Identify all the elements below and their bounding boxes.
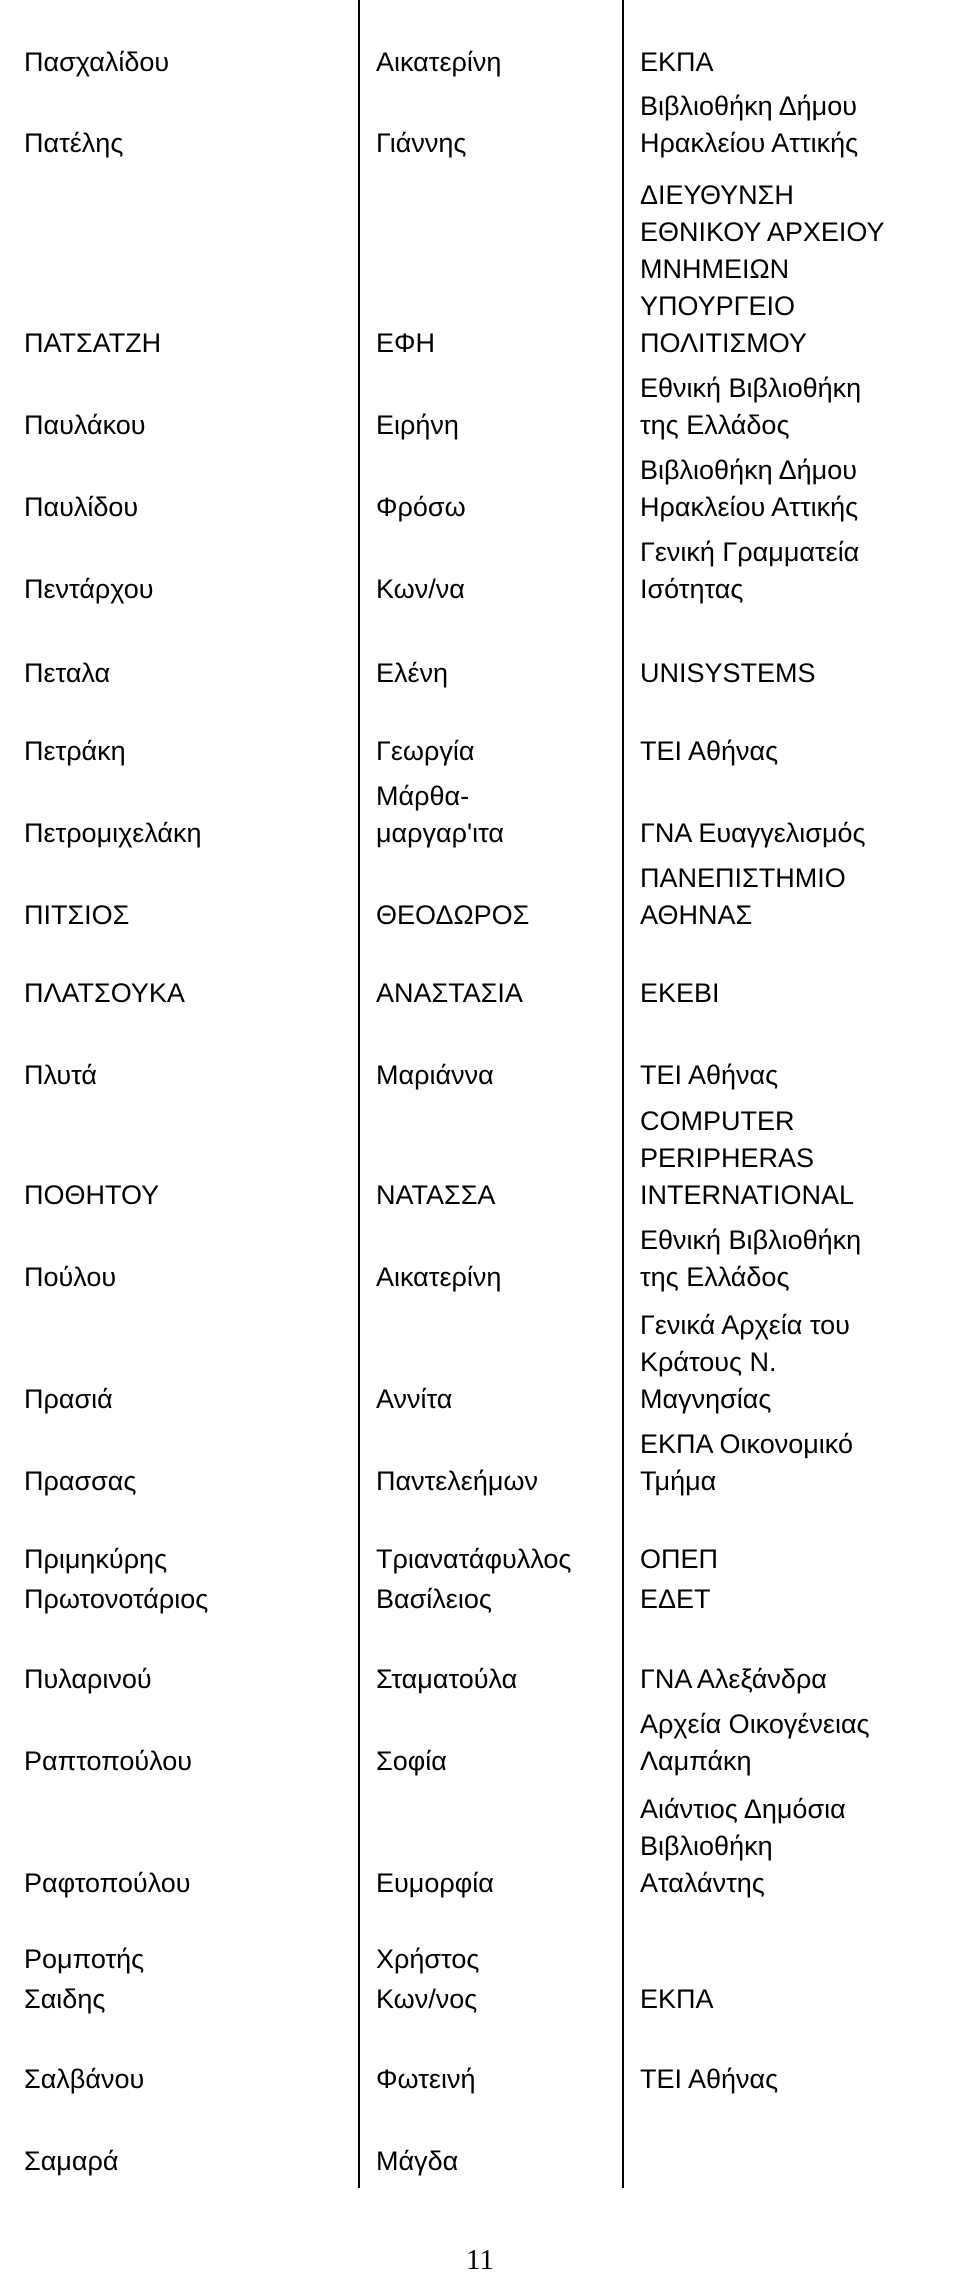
organization-line: ΑΘΗΝΑΣ [640,900,753,930]
organization-line: ΕΘΝΙΚΟΥ ΑΡΧΕΙΟΥ [640,217,885,247]
organization-cell [640,1222,861,1296]
organization-cell [640,88,858,162]
table-row [0,1307,960,1418]
first-name-cell: Σοφία [376,1746,447,1776]
organization-line: ΓΝΑ Αλεξάνδρα [640,1664,827,1694]
table-row [0,2143,960,2180]
organization-cell [640,860,846,934]
organization-line: Αταλάντης [640,1868,765,1898]
surname-cell: Σαλβάνου [24,2064,145,2094]
first-name-cell: ΘΕΟΔΩΡΟΣ [376,900,530,930]
surname-cell: Πλυτά [24,1060,98,1090]
table-row [0,452,960,526]
organization-line: ΜΝΗΜΕΙΩΝ [640,254,790,284]
organization-line: ΥΠΟΥΡΓΕΙΟ [640,291,796,321]
organization-line: ΕΚΕΒΙ [640,978,720,1008]
first-name-cell: Γεωργία [376,736,475,766]
organization-cell [640,370,861,444]
organization-cell [640,177,885,362]
organization-cell [640,1307,850,1418]
organization-line: της Ελλάδος [640,1262,790,1292]
first-name-cell: Αννίτα [376,1384,453,1414]
organization-cell [640,733,778,770]
table-row [0,860,960,934]
surname-cell: ΠΙΤΣΙΟΣ [24,900,130,930]
surname-cell: ΠΟΘΗΤΟΥ [24,1180,160,1210]
organization-line: Βιβλιοθήκη [640,1831,773,1861]
first-name-cell: Αικατερίνη [376,1262,502,1292]
surname-cell: Πετράκη [24,736,126,766]
organization-line: Μαγνησίας [640,1384,772,1414]
organization-line: Εθνική Βιβλιοθήκη [640,1225,862,1255]
first-name-cell: Γιάννης [376,128,467,158]
organization-cell [640,1981,714,2018]
surname-cell: Πεντάρχου [24,574,154,604]
organization-line: ΕΔΕΤ [640,1584,711,1614]
organization-cell [640,1791,846,1902]
organization-line: UNISYSTEMS [640,658,816,688]
organization-cell [640,534,859,608]
organization-cell [640,44,714,81]
organization-line: ΤΕΙ Αθήνας [640,2064,779,2094]
organization-line: Βιβλιοθήκη Δήμου [640,91,858,121]
surname-cell: Πρασσας [24,1466,137,1496]
organization-cell [640,1581,711,1618]
table-row [0,370,960,444]
surname-cell: Πούλου [24,1262,117,1292]
table-row [0,1057,960,1094]
first-name-cell: Μάγδα [376,2146,459,2176]
first-name-cell: Ειρήνη [376,410,459,440]
organization-line: Κράτους Ν. [640,1347,777,1377]
surname-cell: Πεταλα [24,658,111,688]
first-name-cell: Μαριάννα [376,1060,494,1090]
organization-line: Αρχεία Οικογένειας [640,1709,870,1739]
table-row [0,733,960,770]
first-name-cell: Ελένη [376,658,449,688]
surname-cell: Ραπτοπούλου [24,1746,193,1776]
organization-line: COMPUTER [640,1106,795,1136]
organization-line: INTERNATIONAL [640,1180,855,1210]
table-row [0,975,960,1012]
surname-cell: Ραφτοπούλου [24,1868,191,1898]
table-row [0,1581,960,1618]
first-name-cell: Παντελεήμων [376,1466,538,1496]
organization-line: Βιβλιοθήκη Δήμου [640,455,858,485]
organization-cell [640,1426,853,1500]
organization-cell [640,2061,778,2098]
table-row [0,1103,960,1214]
organization-line: της Ελλάδος [640,410,790,440]
organization-line: ΕΚΠΑ [640,1984,714,2014]
first-name-cell: Χρήστος [376,1944,480,1974]
organization-line: ΕΚΠΑ [640,47,714,77]
organization-line: Αιάντιος Δημόσια [640,1794,846,1824]
table-row [0,1981,960,2018]
table-row [0,1661,960,1698]
table-row [0,44,960,81]
surname-cell: ΠΑΤΣΑΤΖΗ [24,328,162,358]
organization-cell [640,1706,870,1780]
surname-cell: Σαμαρά [24,2146,119,2176]
organization-line: ΠΟΛΙΤΙΣΜΟΥ [640,328,807,358]
organization-cell [640,1541,718,1578]
table-row [0,1791,960,1902]
table-row [0,1426,960,1500]
first-name-cell: Κων/να [376,574,465,604]
table-row [0,1541,960,1578]
organization-line: PERIPHERAS [640,1143,815,1173]
surname-cell: Πασχαλίδου [24,47,170,77]
surname-cell: Πατέλης [24,128,124,158]
organization-line: Τμήμα [640,1466,717,1496]
table-row [0,1706,960,1780]
table-row [0,88,960,162]
table-row [0,778,960,852]
table-row [0,177,960,362]
organization-line: Λαμπάκη [640,1746,752,1776]
first-name-cell: Μάρθα- μαργαρ'ιτα [376,781,505,848]
organization-line: ΓΝΑ Ευαγγελισμός [640,818,866,848]
first-name-cell: Κων/νος [376,1984,478,2014]
organization-line: Ισότητας [640,574,744,604]
first-name-cell: Φωτεινή [376,2064,476,2094]
table-row [0,2061,960,2098]
surname-cell: ΠΛΑΤΣΟΥΚΑ [24,978,185,1008]
surname-cell: Παυλίδου [24,492,139,522]
organization-cell [640,1057,778,1094]
organization-line: ΔΙΕΥΘΥΝΣΗ [640,180,794,210]
organization-line: ΤΕΙ Αθήνας [640,736,779,766]
organization-cell [640,1661,827,1698]
first-name-cell: Ευμορφία [376,1868,494,1898]
surname-cell: Πρωτονοτάριος [24,1584,209,1614]
organization-line: Ηρακλείου Αττικής [640,128,859,158]
organization-line: Γενικά Αρχεία του [640,1310,850,1340]
table-row [0,655,960,692]
surname-cell: Πετρομιχελάκη [24,818,202,848]
organization-line: ΤΕΙ Αθήνας [640,1060,779,1090]
first-name-cell: ΕΦΗ [376,328,436,358]
surname-cell: Πρασιά [24,1384,113,1414]
organization-cell [640,815,866,852]
organization-line: Εθνική Βιβλιοθήκη [640,373,862,403]
first-name-cell: ΑΝΑΣΤΑΣΙΑ [376,978,523,1008]
organization-line: ΠΑΝΕΠΙΣΤΗΜΙΟ [640,863,846,893]
first-name-cell: Σταματούλα [376,1664,518,1694]
page-number: 11 [466,2244,494,2276]
first-name-cell: ΝΑΤΑΣΣΑ [376,1180,496,1210]
organization-line: ΟΠΕΠ [640,1544,719,1574]
surname-cell: Πριμηκύρης [24,1544,168,1574]
organization-cell [640,452,858,526]
organization-cell [640,975,720,1012]
organization-line: ΕΚΠΑ Οικονομικό [640,1429,853,1459]
first-name-cell: Αικατερίνη [376,47,502,77]
table-row [0,1222,960,1296]
surname-cell: Ρομποτής [24,1944,145,1974]
surname-cell: Σαιδης [24,1984,106,2014]
organization-cell [640,1103,854,1214]
organization-line: Ηρακλείου Αττικής [640,492,859,522]
first-name-cell: Τριανατάφυλλος [376,1544,572,1574]
surname-cell: Πυλαρινού [24,1664,152,1694]
organization-cell [640,655,816,692]
surname-cell: Παυλάκου [24,410,146,440]
table-row [0,534,960,608]
table-row [0,1941,960,1978]
first-name-cell: Φρόσω [376,492,466,522]
first-name-cell: Βασίλειος [376,1584,492,1614]
organization-line: Γενική Γραμματεία [640,537,860,567]
